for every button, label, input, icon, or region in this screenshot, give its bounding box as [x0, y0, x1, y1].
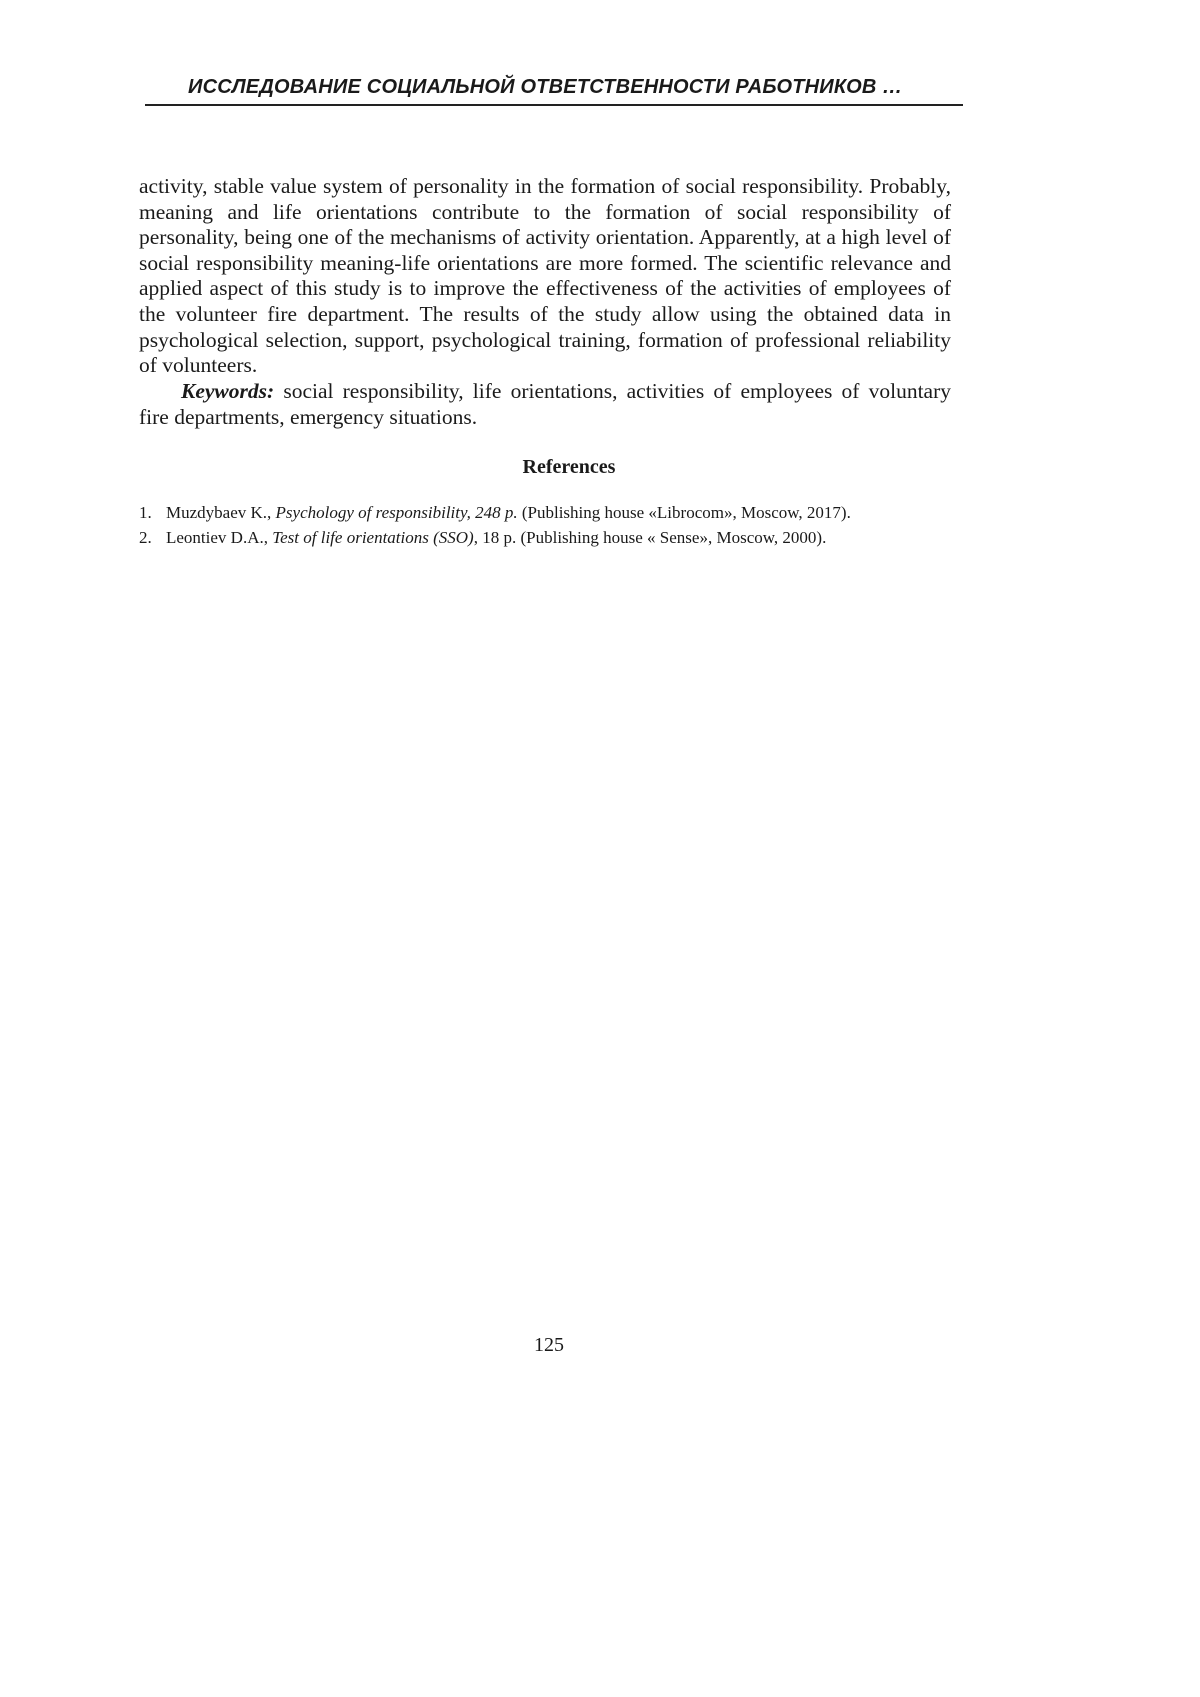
reference-text: [166, 500, 851, 525]
abstract-paragraph: activity, stable value system of personality in the formation of social responsibility. Probably, meaning and life orientations contribute to the formation of social responsibility of personality, being one of the mechanisms of activity orientation. Apparently, at a high level of social responsibility meaning-life orientations are more formed. The scientific relevance and applied aspect of this study is to improve the effectiveness of the activities of employees of the volunteer fire department. The results of the study allow using the obtained data in psychological selection, support, psychological training, formation of professional reliability of volunteers.: [139, 174, 951, 379]
references-heading: References: [139, 456, 999, 479]
keywords-text: social responsibility, life orientations, activities of employees of voluntary fire departments, emergency situations.: [139, 379, 951, 429]
reference-author: Muzdybaev K.,: [166, 503, 276, 522]
reference-author: Leontiev D.A.,: [166, 528, 272, 547]
reference-publisher: , 18 p. (Publishing house « Sense», Moscow, 2000).: [474, 528, 827, 547]
reference-item: [139, 525, 959, 550]
running-title: ИССЛЕДОВАНИЕ СОЦИАЛЬНОЙ ОТВЕТСТВЕННОСТИ РАБОТНИКОВ …: [145, 76, 963, 99]
keywords-paragraph: [139, 379, 951, 430]
reference-number: 2.: [139, 525, 166, 550]
reference-title: Test of life orientations (SSO): [272, 528, 474, 547]
reference-text: [166, 525, 826, 550]
reference-number: 1.: [139, 500, 166, 525]
page-number: 125: [529, 1334, 569, 1357]
reference-item: [139, 500, 959, 525]
reference-publisher: (Publishing house «Librocom», Moscow, 2017).: [518, 503, 851, 522]
reference-title: Psychology of responsibility, 248 p.: [276, 503, 518, 522]
running-header: [145, 76, 963, 106]
references-list: [139, 500, 959, 550]
keywords-label: Keywords:: [181, 379, 274, 403]
